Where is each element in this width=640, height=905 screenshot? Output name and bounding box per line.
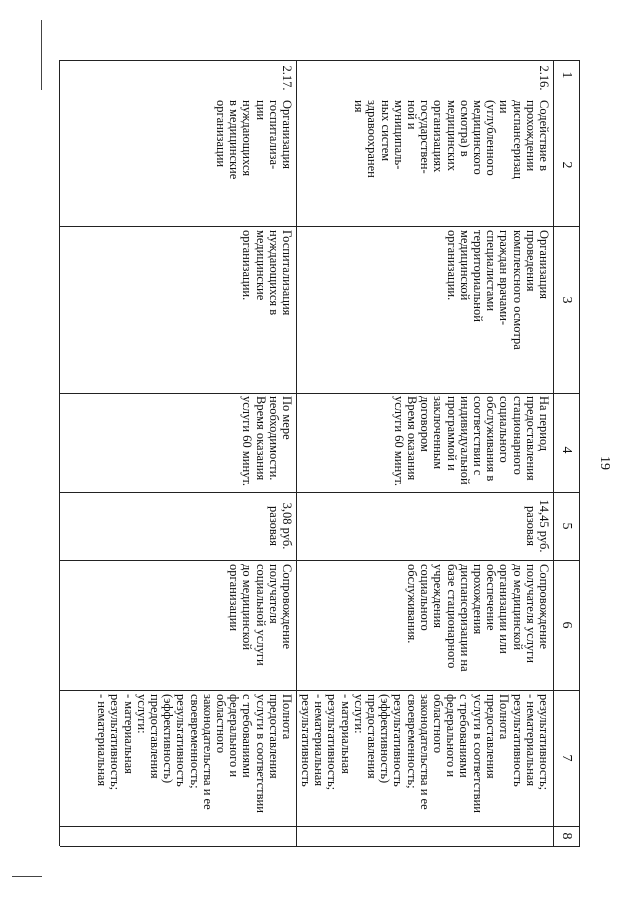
service-description: Организация проведения комплексного осмотра граждан врачами- специалистами территориальной медицинской организации. — [444, 230, 551, 350]
column-number: 8 — [559, 832, 574, 840]
grid-line — [60, 826, 580, 827]
service-conditions: Сопровождение получателя услуги до медицинской организации или обеспечение прохождения диспансеризации на базе стационарного учреждения социального обслуживания. — [404, 564, 551, 672]
service-description: Госпитализация нуждающихся в медицинские организации. — [240, 230, 294, 316]
service-name: Содействие в прохождении диспансеризац ии (углубленного медицинского осмотра) в медицинских организациях государствен- ной и муниципаль- ных систем здравоохранен ия — [352, 100, 551, 179]
row-number: 2.16. — [537, 65, 551, 91]
service-price: 3,08 руб. разовая — [266, 502, 294, 550]
grid-line — [553, 60, 554, 846]
grid-line — [60, 393, 580, 394]
grid-line — [296, 60, 297, 846]
grid-line — [579, 60, 580, 846]
column-number: 1 — [559, 71, 574, 79]
column-number: 5 — [559, 522, 574, 530]
column-number: 3 — [559, 296, 574, 304]
grid-line — [60, 60, 580, 61]
column-number: 4 — [559, 446, 574, 454]
column-number: 7 — [559, 754, 574, 762]
service-period: По мере необходимости. Время оказания услуги 60 минут. — [240, 396, 294, 487]
grid-line — [60, 492, 580, 493]
grid-line — [60, 226, 580, 227]
service-name: Организация госпитализа- ции нуждающихся в медицинские организации — [213, 100, 294, 180]
column-number: 6 — [559, 621, 574, 629]
grid-line — [60, 560, 580, 561]
grid-line — [60, 690, 580, 691]
grid-line — [60, 846, 580, 847]
service-indicators: Полнота предоставления услуги в соответствии с требованиями федерального и областного законодательства и ее своевременность; результативность (эффективность) предоставления услуги: - материальная результативность; - нематериальная — [95, 694, 294, 813]
margin-mark — [41, 20, 42, 90]
page-number: 19 — [597, 456, 612, 470]
grid-line — [59, 60, 60, 846]
margin-mark — [12, 876, 42, 877]
service-indicators: Полнота предоставления услуги в соответствии с требованиями федерального и областного законодательства и ее своевременность; результативность (эффективность) предоставления услуги: - материальная результативность; - нематериальная результативность — [298, 694, 511, 813]
service-price: 14,45 руб. разовая — [523, 499, 551, 553]
row-number: 2.17. — [280, 65, 294, 91]
service-period: На период предоставления стационарного социального обслуживания в соответствии с индивидуальной программой и заключенным договором Время оказания услуги 60 минут. — [391, 396, 551, 487]
carryover-indicators: результативность; - нематериальная результативность — [510, 694, 551, 791]
column-number: 2 — [559, 161, 574, 169]
service-conditions: Сопровождение получателя социальной услуги до медицинской организации — [227, 564, 294, 666]
